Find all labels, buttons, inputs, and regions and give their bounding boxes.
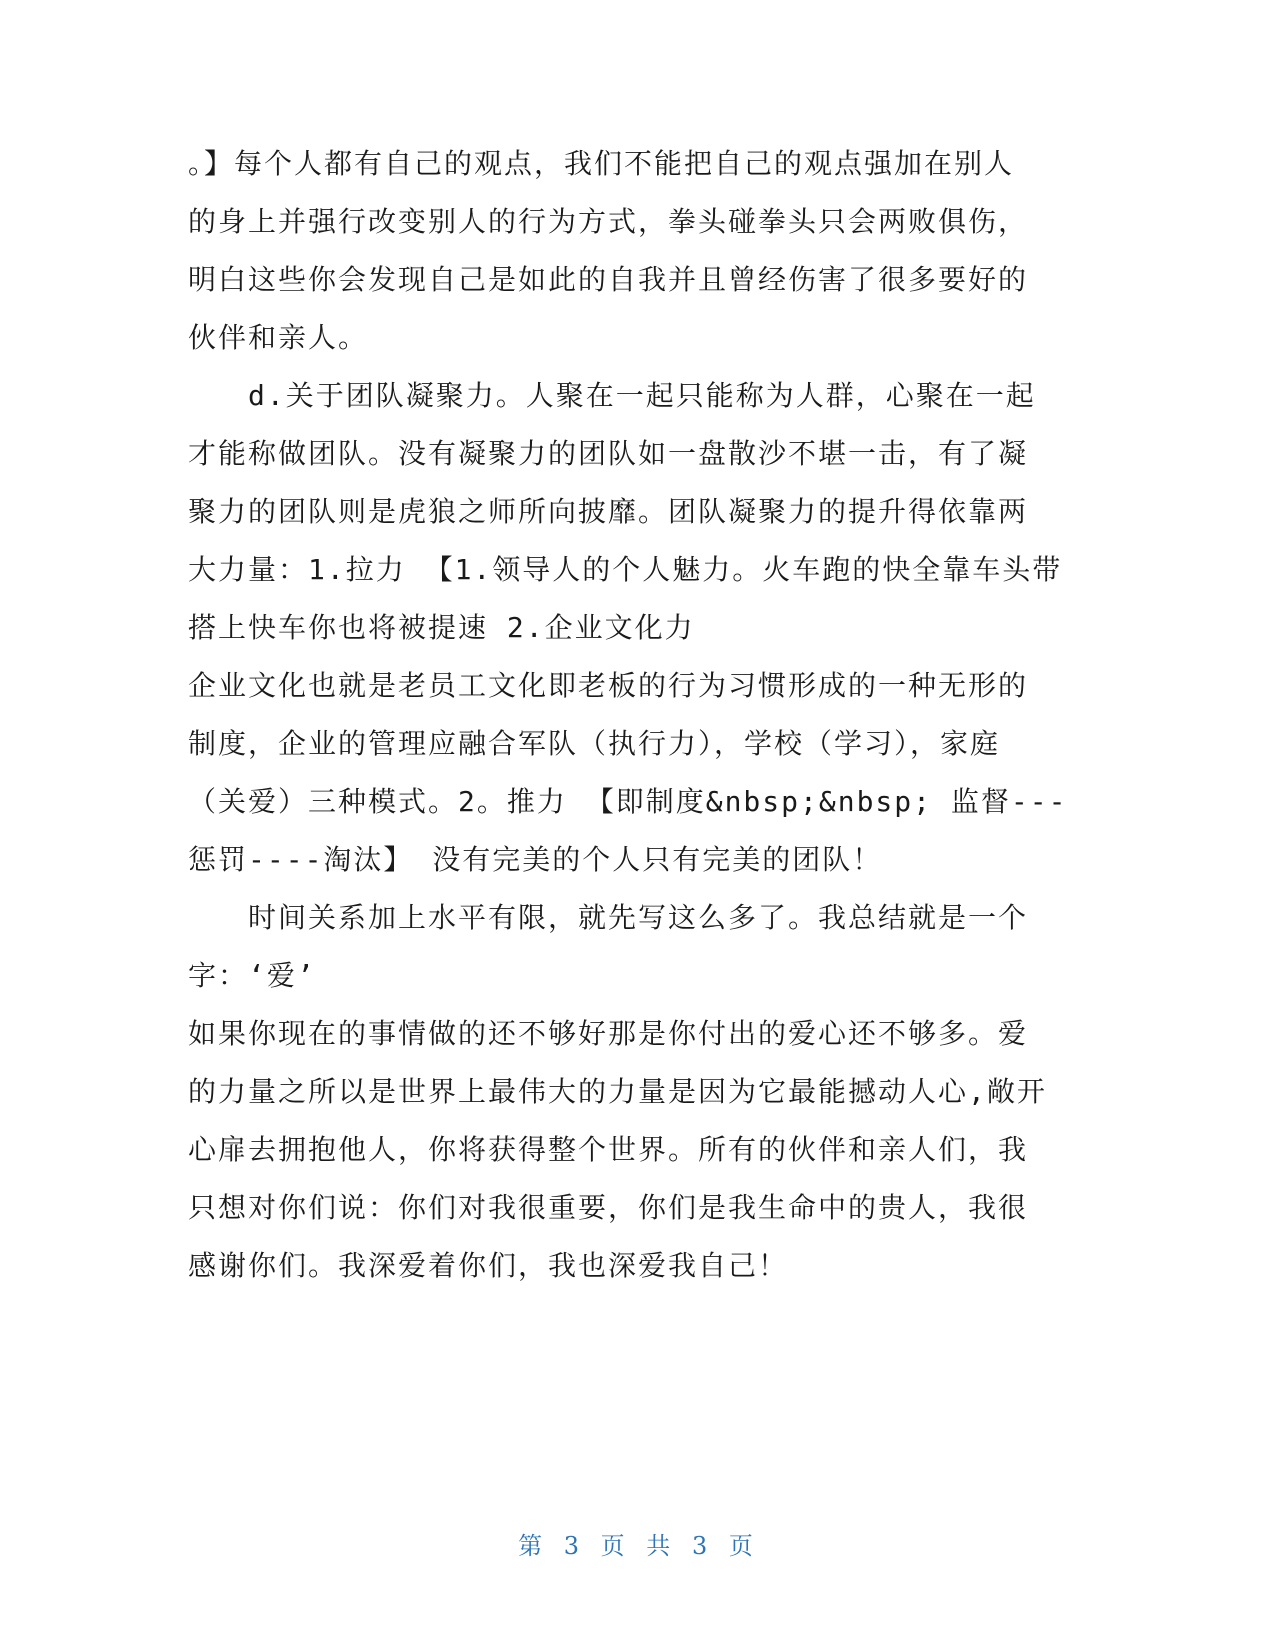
text-line: 惩罚----淘汰】 没有完美的个人只有完美的团队！: [188, 843, 883, 876]
text-line: （关爱）三种模式。2。推力 【即制度&nbsp;&nbsp; 监督---: [188, 785, 1068, 818]
text-line: 只想对你们说：你们对我很重要，你们是我生命中的贵人，我很: [188, 1191, 1029, 1224]
text-line: 聚力的团队则是虎狼之师所向披靡。团队凝聚力的提升得依靠两: [188, 495, 1029, 528]
text-line: 制度，企业的管理应融合军队（执行力），学校（学习），家庭: [188, 727, 1001, 760]
text-line: 。】每个人都有自己的观点，我们不能把自己的观点强加在别人: [188, 147, 1015, 180]
text-line: 感谢你们。我深爱着你们，我也深爱我自己！: [188, 1249, 789, 1282]
text-line: 伙伴和亲人。: [188, 321, 369, 354]
text-line: 的力量之所以是世界上最伟大的力量是因为它最能撼动人心,敞开: [188, 1075, 1047, 1108]
text-line: 企业文化也就是老员工文化即老板的行为习惯形成的一种无形的: [188, 669, 1029, 702]
text-line: 字：‘爱’: [188, 959, 316, 992]
text-line: 才能称做团队。没有凝聚力的团队如一盘散沙不堪一击，有了凝: [188, 437, 1029, 470]
page-footer: [0, 1526, 1275, 1561]
text-line: d.关于团队凝聚力。人聚在一起只能称为人群，心聚在一起: [188, 379, 1036, 412]
text-line: 搭上快车你也将被提速 2.企业文化力: [188, 611, 695, 644]
text-line: 时间关系加上水平有限，就先写这么多了。我总结就是一个: [188, 901, 1029, 934]
text-line: 的身上并强行改变别人的行为方式，拳头碰拳头只会两败俱伤，: [188, 205, 1029, 238]
text-line: 如果你现在的事情做的还不够好那是你付出的爱心还不够多。爱: [188, 1017, 1029, 1050]
text-line: 心扉去拥抱他人，你将获得整个世界。所有的伙伴和亲人们，我: [188, 1133, 1029, 1166]
text-line: 明白这些你会发现自己是如此的自我并且曾经伤害了很多要好的: [188, 263, 1029, 296]
page-number: 第 3 页 共 3 页: [518, 1532, 757, 1560]
text-line: 大力量：1.拉力 【1.领导人的个人魅力。火车跑的快全靠车头带: [188, 553, 1063, 586]
